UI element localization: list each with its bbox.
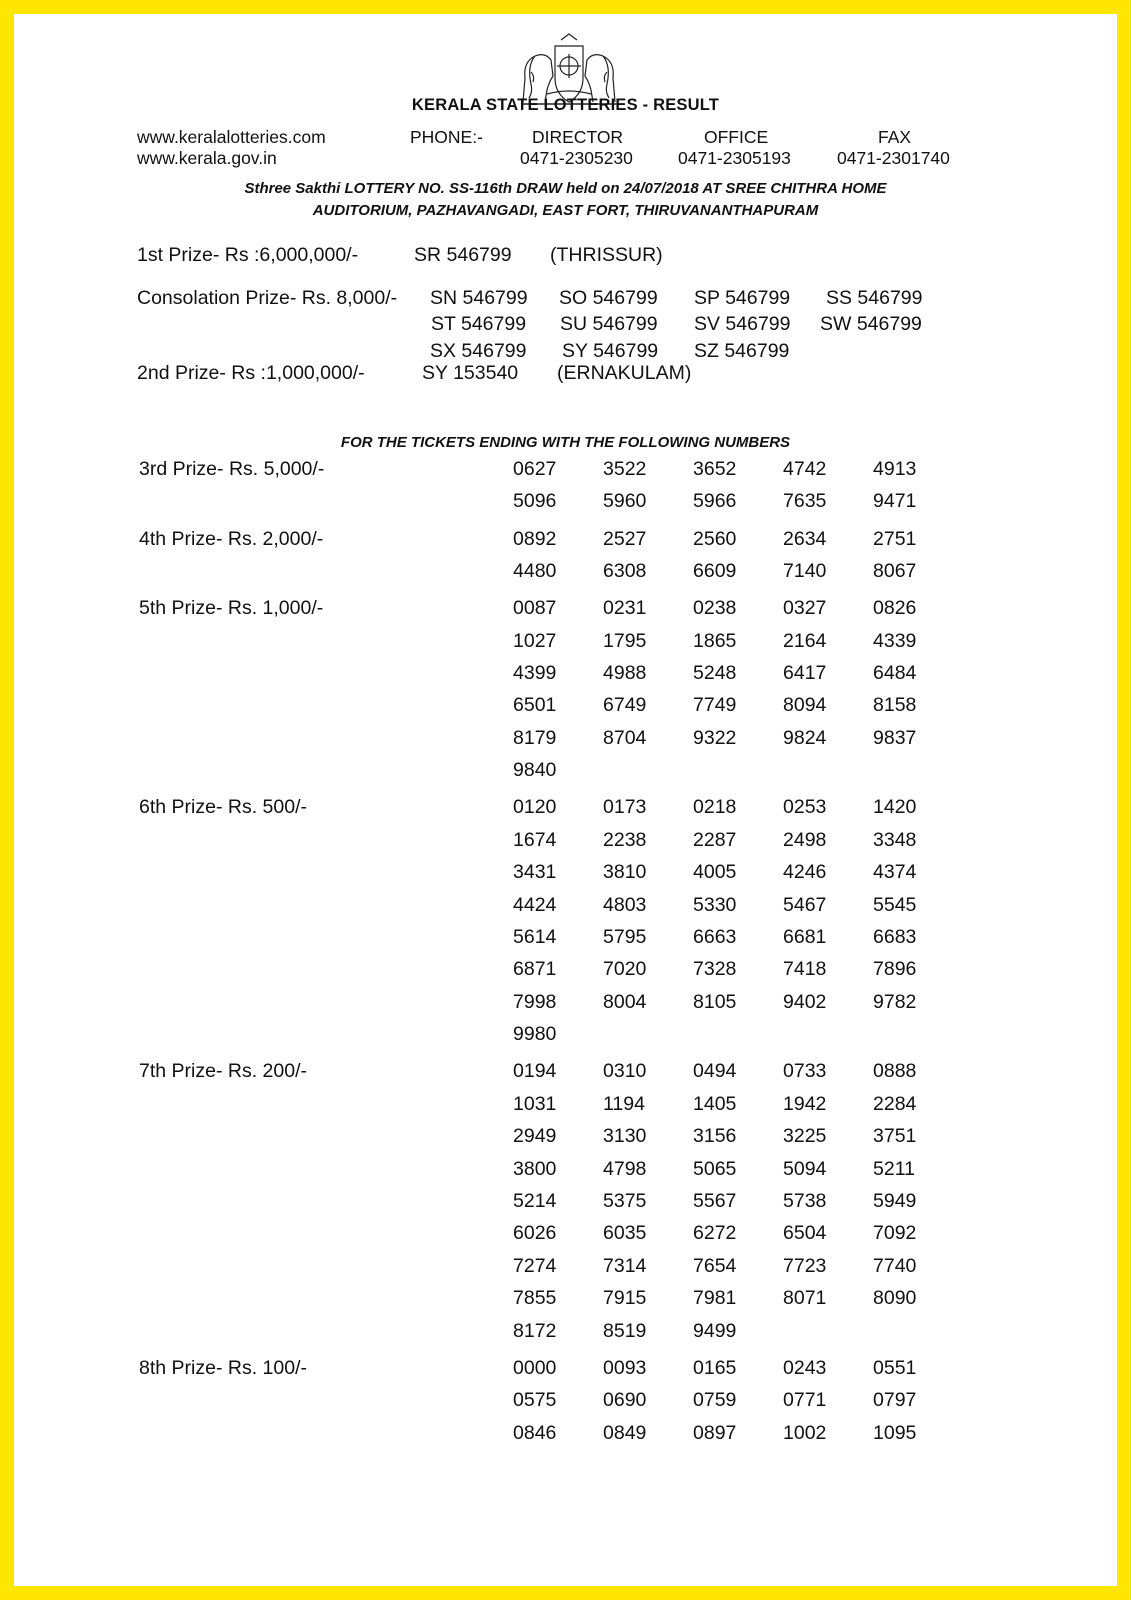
prize-label: 7th Prize- Rs. 200/- xyxy=(139,1060,307,1083)
winning-number: 7020 xyxy=(603,958,647,981)
winning-number: 8158 xyxy=(873,694,917,717)
first-prize-place: (THRISSUR) xyxy=(550,244,663,266)
winning-number: 7749 xyxy=(693,694,737,717)
winning-number: 0243 xyxy=(783,1356,827,1379)
winning-number: 0310 xyxy=(603,1060,647,1083)
winning-number: 7981 xyxy=(693,1287,737,1310)
winning-number: 1865 xyxy=(693,629,737,652)
winning-number: 4798 xyxy=(603,1157,647,1180)
winning-number: 0849 xyxy=(603,1421,647,1444)
winning-number: 4480 xyxy=(513,560,557,582)
prize-label: 5th Prize- Rs. 1,000/- xyxy=(139,597,324,620)
prize-label: 8th Prize- Rs. 100/- xyxy=(139,1356,307,1379)
consolation-ticket: SS 546799 xyxy=(826,287,923,309)
fax-label: FAX xyxy=(878,127,912,147)
winning-number: 0892 xyxy=(513,527,557,550)
winning-number: 0494 xyxy=(693,1060,737,1083)
second-prize-label: 2nd Prize- Rs :1,000,000/- xyxy=(137,362,365,384)
winning-number: 7896 xyxy=(873,958,917,981)
winning-number: 7328 xyxy=(693,958,737,981)
winning-number: 8004 xyxy=(603,990,647,1013)
winning-number: 6683 xyxy=(873,926,917,948)
winning-number: 0627 xyxy=(513,458,557,480)
winning-number: 6035 xyxy=(603,1222,647,1245)
winning-number: 0238 xyxy=(693,597,737,620)
winning-number: 4803 xyxy=(603,893,647,916)
winning-number: 0194 xyxy=(513,1060,557,1083)
winning-number: 4742 xyxy=(783,458,827,480)
winning-number: 6663 xyxy=(693,926,737,948)
winning-number: 0120 xyxy=(513,796,557,819)
winning-number: 7140 xyxy=(783,560,827,582)
winning-number: 1795 xyxy=(603,629,647,652)
winning-number: 8179 xyxy=(513,726,557,749)
website-link-2[interactable]: www.kerala.gov.in xyxy=(137,148,277,168)
winning-number: 8172 xyxy=(513,1319,557,1342)
winning-number: 3751 xyxy=(873,1125,917,1148)
draw-details-line2: AUDITORIUM, PAZHAVANGADI, EAST FORT, THIRUVANANTHAPURAM xyxy=(312,202,819,219)
winning-number: 0253 xyxy=(783,796,827,819)
winning-number: 5375 xyxy=(603,1190,647,1212)
winning-number: 9402 xyxy=(783,990,827,1013)
consolation-ticket: SV 546799 xyxy=(694,313,791,335)
winning-number: 6609 xyxy=(693,560,737,582)
winning-number: 2164 xyxy=(783,629,827,652)
winning-number: 2284 xyxy=(873,1092,917,1115)
winning-number: 0575 xyxy=(513,1389,557,1412)
winning-number: 3652 xyxy=(693,458,737,480)
winning-number: 0093 xyxy=(603,1356,647,1379)
winning-number: 3225 xyxy=(783,1125,827,1148)
winning-number: 9840 xyxy=(513,759,557,782)
winning-number: 0826 xyxy=(873,597,917,620)
winning-number: 0690 xyxy=(603,1389,647,1412)
winning-number: 1002 xyxy=(783,1421,827,1444)
winning-number: 0173 xyxy=(603,796,647,819)
winning-number: 5567 xyxy=(693,1190,737,1212)
winning-number: 7092 xyxy=(873,1222,917,1245)
winning-number: 9499 xyxy=(693,1319,737,1342)
winning-number: 0218 xyxy=(693,796,737,819)
winning-number: 5738 xyxy=(783,1190,827,1212)
winning-number: 4424 xyxy=(513,893,557,916)
winning-number: 1095 xyxy=(873,1421,917,1444)
winning-number: 2238 xyxy=(603,828,647,851)
winning-number: 8519 xyxy=(603,1319,647,1342)
winning-number: 1031 xyxy=(513,1092,557,1115)
winning-number: 0087 xyxy=(513,597,557,620)
winning-number: 3522 xyxy=(603,458,647,480)
winning-number: 0165 xyxy=(693,1356,737,1379)
winning-number: 4005 xyxy=(693,861,737,884)
first-prize-label: 1st Prize- Rs :6,000,000/- xyxy=(137,244,359,266)
winning-number: 8071 xyxy=(783,1287,827,1310)
winning-number: 6749 xyxy=(603,694,647,717)
winning-number: 9782 xyxy=(873,990,917,1013)
second-prize-place: (ERNAKULAM) xyxy=(557,362,692,384)
winning-number: 6308 xyxy=(603,560,647,582)
winning-number: 0231 xyxy=(603,597,647,620)
winning-number: 2527 xyxy=(603,527,647,550)
winning-number: 2634 xyxy=(783,527,827,550)
winning-number: 5248 xyxy=(693,662,737,684)
winning-number: 9980 xyxy=(513,1023,557,1046)
winning-number: 7314 xyxy=(603,1254,647,1277)
winning-number: 3130 xyxy=(603,1125,647,1148)
winning-number: 5614 xyxy=(513,926,557,948)
winning-number: 5467 xyxy=(783,893,827,916)
winning-number: 6681 xyxy=(783,926,827,948)
website-link-1[interactable]: www.keralalotteries.com xyxy=(137,127,326,147)
consolation-ticket: SO 546799 xyxy=(559,287,658,309)
consolation-ticket: SU 546799 xyxy=(560,313,658,335)
consolation-ticket: ST 546799 xyxy=(431,313,527,335)
winning-number: 0771 xyxy=(783,1389,827,1412)
winning-number: 7998 xyxy=(513,990,557,1013)
winning-number: 5795 xyxy=(603,926,647,948)
winning-number: 8090 xyxy=(873,1287,917,1310)
winning-number: 8105 xyxy=(693,990,737,1013)
winning-number: 1405 xyxy=(693,1092,737,1115)
winning-number: 8067 xyxy=(873,560,917,582)
fax-number: 0471-2301740 xyxy=(837,148,950,168)
winning-number: 0888 xyxy=(873,1060,917,1083)
winning-number: 2560 xyxy=(693,527,737,550)
winning-number: 7915 xyxy=(603,1287,647,1310)
phone-label: PHONE:- xyxy=(410,127,483,147)
consolation-ticket: SX 546799 xyxy=(430,340,527,362)
winning-number: 0327 xyxy=(783,597,827,620)
winning-number: 6504 xyxy=(783,1222,827,1245)
winning-number: 8704 xyxy=(603,726,647,749)
winning-number: 1942 xyxy=(783,1092,827,1115)
consolation-ticket: SP 546799 xyxy=(694,287,791,309)
draw-details-line1: Sthree Sakthi LOTTERY NO. SS-116th DRAW held on 24/07/2018 AT SREE CHITHRA HOME xyxy=(244,180,887,197)
winning-number: 3431 xyxy=(513,861,557,884)
winning-number: 0733 xyxy=(783,1060,827,1083)
winning-number: 5094 xyxy=(783,1157,827,1180)
prize-label: 6th Prize- Rs. 500/- xyxy=(139,796,307,819)
winning-number: 7274 xyxy=(513,1254,557,1277)
winning-number: 7418 xyxy=(783,958,827,981)
winning-number: 5330 xyxy=(693,893,737,916)
winning-number: 7723 xyxy=(783,1254,827,1277)
winning-number: 0846 xyxy=(513,1421,557,1444)
consolation-ticket: SN 546799 xyxy=(430,287,528,309)
page-title: KERALA STATE LOTTERIES - RESULT xyxy=(411,96,720,114)
director-label: DIRECTOR xyxy=(532,127,624,147)
winning-number: 7635 xyxy=(783,490,827,513)
winning-number: 2751 xyxy=(873,527,917,550)
winning-number: 6871 xyxy=(513,958,557,981)
winning-number: 6501 xyxy=(513,694,557,717)
winning-number: 3156 xyxy=(693,1125,737,1148)
consolation-ticket: SW 546799 xyxy=(820,313,922,335)
consolation-ticket: SY 546799 xyxy=(562,340,659,362)
consolation-prize-label: Consolation Prize- Rs. 8,000/- xyxy=(137,287,398,309)
winning-number: 4374 xyxy=(873,861,917,884)
winning-number: 1420 xyxy=(873,796,917,819)
winning-number: 0759 xyxy=(693,1389,737,1412)
winning-number: 6417 xyxy=(783,662,827,684)
winning-number: 1674 xyxy=(513,828,557,851)
prize-label: 3rd Prize- Rs. 5,000/- xyxy=(139,458,325,480)
winning-number: 6484 xyxy=(873,662,917,684)
winning-number: 5949 xyxy=(873,1190,917,1212)
winning-number: 2287 xyxy=(693,828,737,851)
winning-number: 5960 xyxy=(603,490,647,513)
winning-number: 8094 xyxy=(783,694,827,717)
winning-number: 9837 xyxy=(873,726,917,749)
result-sheet xyxy=(14,14,1117,1586)
winning-number: 1194 xyxy=(603,1092,645,1115)
winning-number: 3348 xyxy=(873,828,917,851)
winning-number: 4246 xyxy=(783,861,827,884)
winning-number: 3800 xyxy=(513,1157,557,1180)
prize-label: 4th Prize- Rs. 2,000/- xyxy=(139,527,324,550)
winning-number: 4339 xyxy=(873,629,917,652)
winning-number: 9322 xyxy=(693,726,737,749)
winning-number: 4988 xyxy=(603,662,647,684)
winning-number: 5545 xyxy=(873,893,917,916)
first-prize-ticket: SR 546799 xyxy=(414,244,512,266)
winning-number: 7654 xyxy=(693,1254,737,1277)
winning-number: 9824 xyxy=(783,726,827,749)
winning-number: 2949 xyxy=(513,1125,557,1148)
second-prize-ticket: SY 153540 xyxy=(422,362,519,384)
winning-number: 7855 xyxy=(513,1287,557,1310)
winning-number: 5966 xyxy=(693,490,737,513)
winning-number: 6272 xyxy=(693,1222,737,1245)
winning-number: 0000 xyxy=(513,1356,557,1379)
winning-number: 0551 xyxy=(873,1356,917,1379)
winning-number: 0797 xyxy=(873,1389,917,1412)
office-phone: 0471-2305193 xyxy=(678,148,791,168)
office-label: OFFICE xyxy=(704,127,769,147)
winning-number: 4913 xyxy=(873,458,917,480)
winning-number: 5214 xyxy=(513,1190,557,1212)
winning-number: 6026 xyxy=(513,1222,557,1245)
winning-number: 5065 xyxy=(693,1157,737,1180)
winning-number: 0897 xyxy=(693,1421,737,1444)
consolation-ticket: SZ 546799 xyxy=(694,340,790,362)
winning-number: 3810 xyxy=(603,861,647,884)
winning-number: 7740 xyxy=(873,1254,917,1277)
ending-numbers-note: FOR THE TICKETS ENDING WITH THE FOLLOWING NUMBERS xyxy=(340,434,791,451)
winning-number: 5211 xyxy=(873,1157,915,1180)
director-phone: 0471-2305230 xyxy=(520,148,633,168)
winning-number: 5096 xyxy=(513,490,557,513)
winning-number: 1027 xyxy=(513,629,557,652)
winning-number: 9471 xyxy=(873,490,917,513)
winning-number: 4399 xyxy=(513,662,557,684)
winning-number: 2498 xyxy=(783,828,827,851)
